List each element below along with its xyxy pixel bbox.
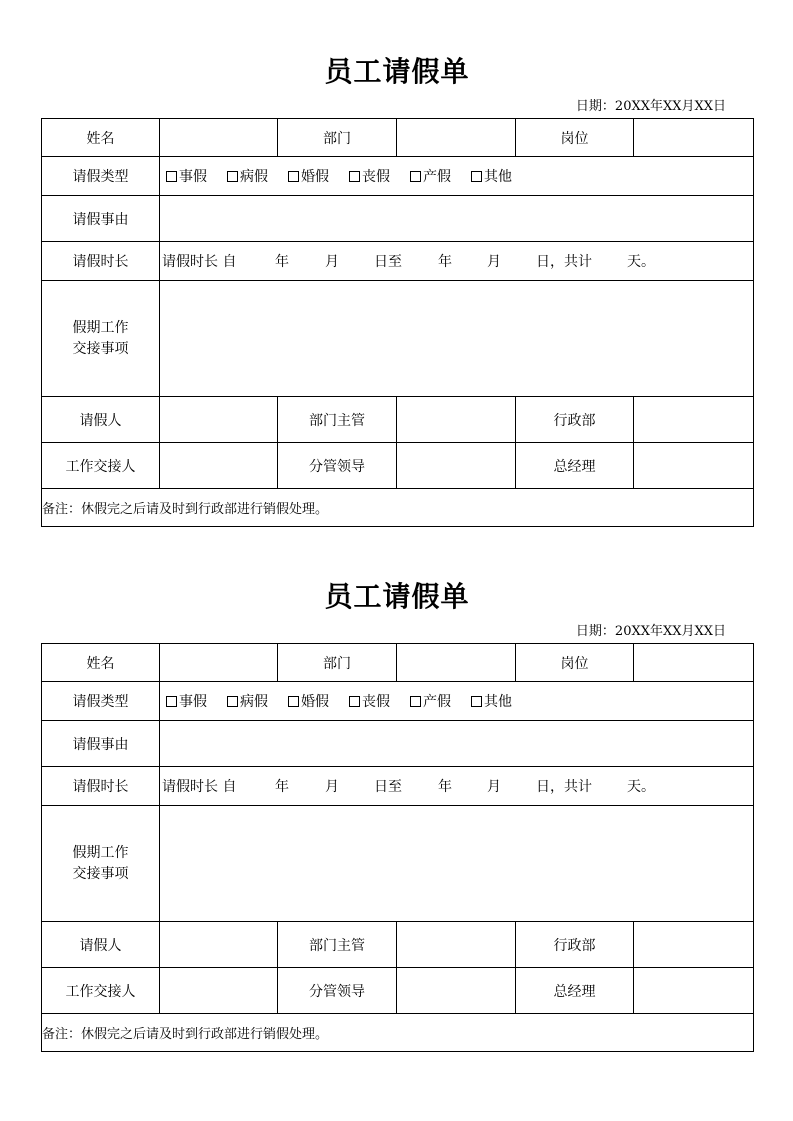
dept-label: 部门: [278, 119, 397, 157]
row-note: [42, 1014, 754, 1052]
admin-dept-label: 行政部: [516, 922, 634, 968]
checkbox-icon: [349, 696, 360, 707]
duration-month-text: 月: [487, 779, 501, 795]
duration-total-text: 日，共计: [536, 254, 592, 270]
handover-field[interactable]: [160, 806, 754, 922]
duration-month-text: 月: [325, 254, 339, 270]
checkbox-icon: [227, 696, 238, 707]
dept-head-field[interactable]: [397, 397, 516, 443]
form-title: 员工请假单: [324, 580, 470, 613]
admin-dept-field[interactable]: [634, 397, 754, 443]
leave-type-option-maternity[interactable]: 产假: [410, 166, 451, 186]
row-handover: [42, 806, 754, 922]
leave-form-2: [41, 577, 753, 1052]
leave-duration-field[interactable]: [160, 767, 754, 806]
leave-form-table: [41, 118, 754, 527]
duration-day-to-text: 日至: [374, 779, 402, 795]
general-manager-label: 总经理: [516, 968, 634, 1014]
leave-type-option-personal[interactable]: 事假: [166, 691, 207, 711]
leave-type-option-marriage[interactable]: 婚假: [288, 166, 329, 186]
leave-duration-label: 请假时长: [42, 242, 160, 281]
general-manager-field[interactable]: [634, 443, 754, 489]
leave-form-table: [41, 643, 754, 1052]
row-leave-reason: [42, 721, 754, 767]
row-handover: [42, 281, 754, 397]
leave-type-option-sick[interactable]: 病假: [227, 166, 268, 186]
duration-from-text: 请假时长 自: [162, 779, 237, 795]
row-leave-type: [42, 157, 754, 196]
dept-field[interactable]: [397, 644, 516, 682]
checkbox-icon: [288, 171, 299, 182]
duration-month-text: 月: [487, 254, 501, 270]
handover-person-field[interactable]: [160, 443, 278, 489]
row-signatures-1: [42, 397, 754, 443]
leave-type-option-maternity[interactable]: 产假: [410, 691, 451, 711]
row-note: [42, 489, 754, 527]
checkbox-icon: [166, 171, 177, 182]
dept-head-field[interactable]: [397, 922, 516, 968]
division-leader-label: 分管领导: [278, 968, 397, 1014]
form-date: 日期：20XX年XX月XX日: [575, 624, 726, 639]
leave-type-option-bereavement[interactable]: 丧假: [349, 691, 390, 711]
leave-form-1: [41, 52, 753, 527]
leave-reason-field[interactable]: [160, 196, 754, 242]
division-leader-field[interactable]: [397, 968, 516, 1014]
handover-field[interactable]: [160, 281, 754, 397]
duration-year-text: 年: [275, 779, 289, 795]
note-text: 备注：休假完之后请及时到行政部进行销假处理。: [42, 489, 754, 527]
form-title: 员工请假单: [324, 55, 470, 88]
leave-type-option-other[interactable]: 其他: [471, 166, 512, 186]
applicant-field[interactable]: [160, 397, 278, 443]
row-basic-info: [42, 119, 754, 157]
applicant-label: 请假人: [42, 922, 160, 968]
post-field[interactable]: [634, 644, 754, 682]
leave-duration-label: 请假时长: [42, 767, 160, 806]
dept-label: 部门: [278, 644, 397, 682]
row-leave-type: [42, 682, 754, 721]
leave-type-option-bereavement[interactable]: 丧假: [349, 166, 390, 186]
division-leader-field[interactable]: [397, 443, 516, 489]
handover-person-label: 工作交接人: [42, 968, 160, 1014]
leave-type-option-marriage[interactable]: 婚假: [288, 691, 329, 711]
duration-days-text: 天。: [627, 779, 655, 795]
checkbox-icon: [349, 171, 360, 182]
duration-month-text: 月: [325, 779, 339, 795]
duration-day-to-text: 日至: [374, 254, 402, 270]
checkbox-icon: [471, 171, 482, 182]
row-signatures-1: [42, 922, 754, 968]
row-leave-duration: [42, 767, 754, 806]
general-manager-field[interactable]: [634, 968, 754, 1014]
leave-type-option-sick[interactable]: 病假: [227, 691, 268, 711]
row-signatures-2: [42, 968, 754, 1014]
leave-reason-label: 请假事由: [42, 196, 160, 242]
admin-dept-label: 行政部: [516, 397, 634, 443]
duration-year-text: 年: [275, 254, 289, 270]
name-field[interactable]: [160, 119, 278, 157]
leave-reason-field[interactable]: [160, 721, 754, 767]
admin-dept-field[interactable]: [634, 922, 754, 968]
leave-type-options: [160, 157, 754, 196]
post-label: 岗位: [516, 644, 634, 682]
checkbox-icon: [288, 696, 299, 707]
row-signatures-2: [42, 443, 754, 489]
duration-year-text: 年: [438, 779, 452, 795]
row-leave-reason: [42, 196, 754, 242]
leave-type-label: 请假类型: [42, 157, 160, 196]
duration-total-text: 日，共计: [536, 779, 592, 795]
division-leader-label: 分管领导: [278, 443, 397, 489]
handover-label: 假期工作 交接事项: [42, 806, 160, 922]
duration-days-text: 天。: [627, 254, 655, 270]
leave-type-option-personal[interactable]: 事假: [166, 166, 207, 186]
name-label: 姓名: [42, 119, 160, 157]
leave-type-options: [160, 682, 754, 721]
row-leave-duration: [42, 242, 754, 281]
dept-head-label: 部门主管: [278, 922, 397, 968]
handover-person-label: 工作交接人: [42, 443, 160, 489]
dept-head-label: 部门主管: [278, 397, 397, 443]
applicant-field[interactable]: [160, 922, 278, 968]
post-field[interactable]: [634, 119, 754, 157]
form-date: 日期：20XX年XX月XX日: [575, 99, 726, 114]
dept-field[interactable]: [397, 119, 516, 157]
note-text: 备注：休假完之后请及时到行政部进行销假处理。: [42, 1014, 754, 1052]
checkbox-icon: [410, 696, 421, 707]
checkbox-icon: [410, 171, 421, 182]
duration-from-text: 请假时长 自: [162, 254, 237, 270]
leave-type-label: 请假类型: [42, 682, 160, 721]
checkbox-icon: [166, 696, 177, 707]
name-field[interactable]: [160, 644, 278, 682]
leave-duration-field[interactable]: [160, 242, 754, 281]
handover-person-field[interactable]: [160, 968, 278, 1014]
post-label: 岗位: [516, 119, 634, 157]
duration-year-text: 年: [438, 254, 452, 270]
leave-type-option-other[interactable]: 其他: [471, 691, 512, 711]
row-basic-info: [42, 644, 754, 682]
general-manager-label: 总经理: [516, 443, 634, 489]
applicant-label: 请假人: [42, 397, 160, 443]
leave-reason-label: 请假事由: [42, 721, 160, 767]
checkbox-icon: [227, 171, 238, 182]
name-label: 姓名: [42, 644, 160, 682]
handover-label: 假期工作 交接事项: [42, 281, 160, 397]
checkbox-icon: [471, 696, 482, 707]
